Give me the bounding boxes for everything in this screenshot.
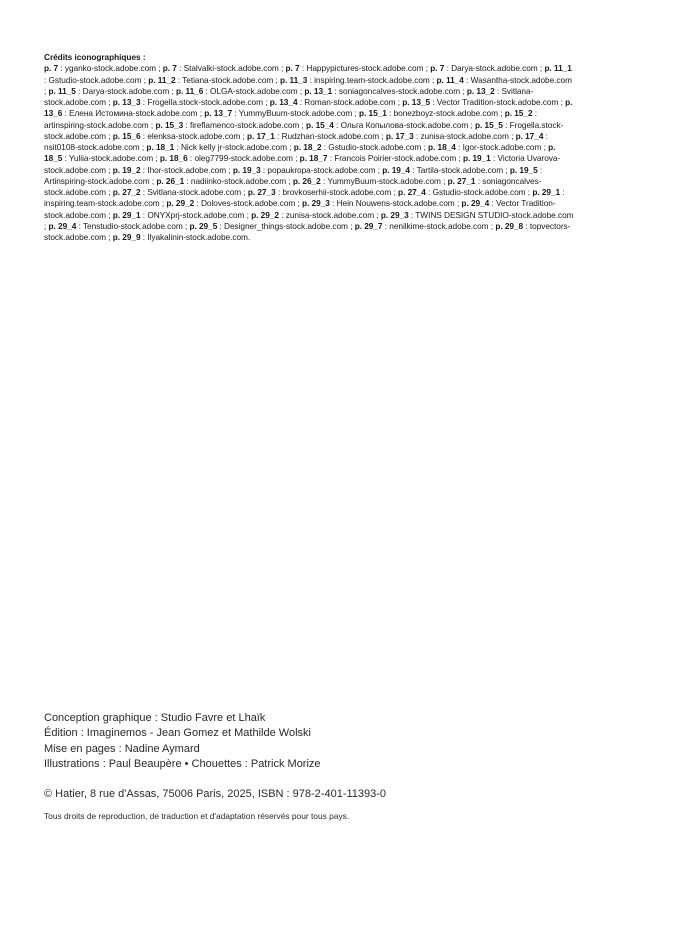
credit-page-ref: p. 29_3 bbox=[380, 209, 409, 220]
credit-page-ref: p. 29_2 bbox=[166, 198, 195, 209]
credit-page-ref: p. 29_8 bbox=[495, 220, 524, 231]
credit-entry: p. 29_4 : Vector Tradition-stock.adobe.com ; bbox=[44, 198, 556, 220]
credit-page-ref: p. 18_1 bbox=[146, 142, 175, 152]
credit-entry: p. 17_3 : zunisa-stock.adobe.com ; bbox=[385, 130, 516, 141]
credit-entry: p. 11_1 : Gstudio-stock.adobe.com ; bbox=[44, 63, 572, 85]
credit-page-ref: p. 15_1 bbox=[359, 108, 387, 119]
credit-page-ref: p. 13_4 bbox=[269, 97, 298, 107]
credit-entry: p. 11_3 : inspiring.team-stock.adobe.com ; bbox=[280, 74, 437, 85]
credit-source: soniagoncalves-stock.adobe.com bbox=[338, 85, 461, 96]
credit-page-ref: p. 19_1 bbox=[462, 153, 491, 164]
credit-page-ref: p. 26_2 bbox=[292, 175, 321, 186]
credit-source: OLGA-stock.adobe.com bbox=[210, 85, 298, 96]
credit-page-ref: p. 13_7 bbox=[204, 108, 233, 119]
credit-page-ref: p. 11_6 bbox=[175, 85, 204, 96]
credit-entry: p. 15_2 : artinspiring-stock.adobe.com ; bbox=[44, 108, 538, 130]
credit-source: Gstudio-stock.adobe.com bbox=[328, 142, 422, 152]
credit-source: Stalvalki-stock.adobe.com bbox=[183, 63, 279, 74]
credit-entry: p. 29_7 : nenilkime-stock.adobe.com ; bbox=[354, 220, 496, 231]
credit-page-ref: p. 29_4 bbox=[461, 198, 490, 209]
credit-page-ref: p. 18_7 bbox=[299, 153, 328, 164]
credit-source: brovkoserhii-stock.adobe.com bbox=[282, 187, 392, 197]
credit-page-ref: p. 29_9 bbox=[112, 232, 141, 242]
credit-entry: p. 18_7 : Francois Poirier-stock.adobe.com ; bbox=[299, 153, 463, 164]
credit-page-ref: p. 11_5 bbox=[48, 85, 76, 96]
credit-entry: p. 13_3 : Frogella.stock-stock.adobe.com ; bbox=[112, 97, 270, 107]
copyright-line: © Hatier, 8 rue d'Assas, 75006 Paris, 2025, ISBN : 978-2-401-11393-0 bbox=[44, 788, 387, 800]
rights-notice: Tous droits de reproduction, de traduction et d'adaptation réservés pour tous pays. bbox=[44, 811, 350, 821]
credit-source: Vector Tradition-stock.adobe.com bbox=[436, 97, 559, 107]
credit-entry: p. 29_2 : Doloves-stock.adobe.com ; bbox=[166, 198, 303, 209]
credit-page-ref: p. 15_5 bbox=[475, 119, 503, 130]
credit-source: artinspiring-stock.adobe.com bbox=[44, 119, 149, 130]
credit-page-ref: p. 18_5 bbox=[44, 142, 556, 164]
credit-source: topvectors-stock.adobe.com bbox=[44, 220, 571, 242]
credit-source: nsit0108-stock.adobe.com bbox=[44, 142, 140, 152]
credit-page-ref: p. 27_4 bbox=[398, 187, 426, 197]
credit-page-ref: p. 11_3 bbox=[280, 74, 308, 85]
credit-entry: p. 13_5 : Vector Tradition-stock.adobe.com ; bbox=[402, 97, 566, 107]
credit-page-ref: p. 11_1 bbox=[544, 63, 572, 74]
credit-entry: p. 27_1 : soniagoncalves-stock.adobe.com ; bbox=[44, 175, 542, 197]
credit-page-ref: p. 27_3 bbox=[247, 187, 276, 197]
credit-entry: p. 27_4 : Gstudio-stock.adobe.com ; bbox=[398, 187, 533, 197]
credit-source: oleg7799-stock.adobe.com bbox=[194, 153, 293, 164]
illustrations-credit: Illustrations : Paul Beaupère • Chouettes : Patrick Morize bbox=[44, 758, 321, 771]
credit-source: Roman-stock.adobe.com bbox=[304, 97, 396, 107]
credit-source: TWINS DESIGN STUDIO-stock.adobe.com bbox=[415, 209, 574, 220]
credit-entry: p. 7 : Darya-stock.adobe.com ; bbox=[430, 63, 545, 74]
credit-entry: p. 29_1 : inspiring.team-stock.adobe.com ; bbox=[44, 187, 565, 209]
credit-source: Ilyakalinin-stock.adobe.com bbox=[147, 232, 248, 242]
credit-source: Nick kelly jr-stock.adobe.com bbox=[180, 142, 287, 152]
credit-page-ref: p. 11_4 bbox=[436, 74, 464, 85]
credit-page-ref: p. 29_7 bbox=[354, 220, 383, 231]
credit-page-ref: p. 18_2 bbox=[293, 142, 322, 152]
credit-entry: p. 7 : Stalvalki-stock.adobe.com ; bbox=[162, 63, 286, 74]
credits-block bbox=[44, 52, 574, 243]
credit-entry: p. 15_1 : bonezboyz-stock.adobe.com ; bbox=[359, 108, 505, 119]
credit-entry: p. 11_6 : OLGA-stock.adobe.com ; bbox=[175, 85, 305, 96]
credit-page-ref: p. 13_5 bbox=[402, 97, 431, 107]
credit-entry: p. 7 : Happypictures-stock.adobe.com ; bbox=[285, 63, 431, 74]
credit-source: Елена Истомина-stock.adobe.com bbox=[69, 108, 198, 119]
credit-source: inspiring.team-stock.adobe.com bbox=[44, 198, 160, 209]
credit-entry: p. 13_2 : Svitlana-stock.adobe.com ; bbox=[44, 85, 534, 107]
credit-source: zunisa-stock.adobe.com bbox=[285, 209, 375, 220]
credit-entry: p. 29_2 : zunisa-stock.adobe.com ; bbox=[251, 209, 381, 220]
credit-source: Happypictures-stock.adobe.com bbox=[306, 63, 424, 74]
credit-source: nenilkime-stock.adobe.com bbox=[389, 220, 489, 231]
credit-source: Darya-stock.adobe.com bbox=[451, 63, 538, 74]
credits-list bbox=[44, 63, 574, 243]
credit-entry: p. 29_8 : topvectors-stock.adobe.com ; bbox=[44, 220, 571, 242]
credit-entry: p. 15_6 : elenksa-stock.adobe.com ; bbox=[112, 130, 248, 141]
credit-page-ref: p. 19_3 bbox=[232, 164, 261, 175]
credit-entry: p. 29_3 : TWINS DESIGN STUDIO-stock.adobe.com ; bbox=[44, 209, 574, 231]
credit-source: Igor-stock.adobe.com bbox=[462, 142, 542, 152]
credit-page-ref: p. 19_4 bbox=[382, 164, 410, 175]
credit-source: yganko-stock.adobe.com bbox=[64, 63, 156, 74]
credit-source: Artinspiring-stock.adobe.com bbox=[44, 175, 150, 186]
credit-source: Hein Nouwens-stock.adobe.com bbox=[336, 198, 455, 209]
credit-source: Darya-stock.adobe.com bbox=[82, 85, 170, 96]
credit-page-ref: p. 15_3 bbox=[155, 119, 184, 130]
credit-source: Gstudio-stock.adobe.com bbox=[48, 74, 142, 85]
credit-entry: p. 13_4 : Roman-stock.adobe.com ; bbox=[269, 97, 403, 107]
credit-entry: p. 19_4 : Tartila-stock.adobe.com ; bbox=[382, 164, 510, 175]
credit-source: inspiring.team-stock.adobe.com bbox=[314, 74, 430, 85]
credit-entry: p. 11_2 : Tetiana-stock.adobe.com ; bbox=[148, 74, 281, 85]
credit-source: soniagoncalves-stock.adobe.com bbox=[44, 175, 542, 197]
credit-page-ref: p. 19_5 bbox=[509, 164, 538, 175]
credit-entry: p. 19_1 : Victoria Uvarova-stock.adobe.com ; bbox=[44, 153, 561, 175]
graphic-design-credit: Conception graphique : Studio Favre et Lhaïk bbox=[44, 712, 266, 724]
credit-entry: p. 26_2 : YummyBuum-stock.adobe.com ; bbox=[292, 175, 448, 186]
credit-page-ref: p. 27_1 bbox=[447, 175, 476, 186]
credit-source: ONYXprj-stock.adobe.com bbox=[147, 209, 245, 220]
credit-entry: p. 29_4 : Tenstudio-stock.adobe.com ; bbox=[48, 220, 190, 231]
credit-page-ref: p. 29_4 bbox=[48, 220, 77, 231]
credit-page-ref: p. 27_2 bbox=[112, 187, 141, 197]
credit-entry: p. 18_4 : Igor-stock.adobe.com ; bbox=[428, 142, 549, 152]
credit-entry: p. 19_3 : popaukropa-stock.adobe.com ; bbox=[232, 164, 383, 175]
credit-page-ref: p. 17_1 bbox=[247, 130, 275, 141]
credit-entry: p. 7 : yganko-stock.adobe.com ; bbox=[44, 63, 163, 74]
credit-source: bonezboyz-stock.adobe.com bbox=[393, 108, 498, 119]
credit-source: Victoria Uvarova-stock.adobe.com bbox=[44, 153, 561, 175]
credit-page-ref: p. 18_4 bbox=[428, 142, 456, 152]
credit-source: Frogella.stock-stock.adobe.com bbox=[147, 97, 263, 107]
credit-entry: p. 29_9 : Ilyakalinin-stock.adobe.com. bbox=[112, 232, 251, 242]
credit-entry: p. 27_3 : brovkoserhii-stock.adobe.com ; bbox=[247, 187, 399, 197]
credit-entry: p. 15_5 : Frogella.stock-stock.adobe.com ; bbox=[44, 119, 564, 141]
credit-page-ref: p. 29_2 bbox=[251, 209, 279, 220]
credit-entry: p. 18_2 : Gstudio-stock.adobe.com ; bbox=[293, 142, 428, 152]
credit-page-ref: p. 7 bbox=[162, 63, 177, 74]
credit-entry: p. 29_1 : ONYXprj-stock.adobe.com ; bbox=[112, 209, 252, 220]
credit-source: YummyBuum-stock.adobe.com bbox=[327, 175, 441, 186]
credit-page-ref: p. 7 bbox=[285, 63, 300, 74]
credit-page-ref: p. 13_3 bbox=[112, 97, 141, 107]
credit-entry: p. 18_6 : oleg7799-stock.adobe.com ; bbox=[159, 153, 300, 164]
credit-page-ref: p. 15_6 bbox=[112, 130, 141, 141]
credit-source: elenksa-stock.adobe.com bbox=[147, 130, 241, 141]
credit-page-ref: p. 15_4 bbox=[306, 119, 334, 130]
credit-entry: p. 13_7 : YummyBuum-stock.adobe.com ; bbox=[204, 108, 360, 119]
credit-entry: p. 19_2 : Ihor-stock.adobe.com ; bbox=[112, 164, 233, 175]
credit-entry: p. 11_4 : Wasantha-stock.adobe.com ; bbox=[44, 74, 572, 96]
credit-source: fireflamenco-stock.adobe.com bbox=[190, 119, 300, 130]
credit-entry: p. 26_1 : nadiinko-stock.adobe.com ; bbox=[156, 175, 293, 186]
credit-page-ref: p. 13_6 bbox=[44, 97, 573, 119]
credit-entry: p. 15_3 : fireflamenco-stock.adobe.com ; bbox=[155, 119, 307, 130]
credit-source: Yuliia-stock.adobe.com bbox=[68, 153, 154, 164]
credit-page-ref: p. 29_1 bbox=[532, 187, 561, 197]
credit-source: Svitlana-stock.adobe.com bbox=[44, 85, 534, 107]
credit-entry: p. 11_5 : Darya-stock.adobe.com ; bbox=[48, 85, 176, 96]
credit-entry: p. 13_1 : soniagoncalves-stock.adobe.com ; bbox=[304, 85, 467, 96]
credit-entry: p. 17_4 : nsit0108-stock.adobe.com ; bbox=[44, 130, 548, 152]
credit-source: Doloves-stock.adobe.com bbox=[200, 198, 296, 209]
credit-source: YummyBuum-stock.adobe.com bbox=[238, 108, 353, 119]
credit-page-ref: p. 13_2 bbox=[466, 85, 495, 96]
credits-title: Crédits iconographiques : bbox=[44, 52, 146, 62]
credit-page-ref: p. 18_6 bbox=[159, 153, 188, 164]
credit-entry: p. 18_5 : Yuliia-stock.adobe.com ; bbox=[44, 142, 556, 164]
credit-source: Designer_things-stock.adobe.com bbox=[224, 220, 348, 231]
credit-source: Tartila-stock.adobe.com bbox=[416, 164, 504, 175]
credit-source: Svitlana-stock.adobe.com bbox=[147, 187, 242, 197]
credit-entry: p. 18_1 : Nick kelly jr-stock.adobe.com ; bbox=[146, 142, 294, 152]
credit-page-ref: p. 29_1 bbox=[112, 209, 141, 220]
credit-page-ref: p. 29_3 bbox=[302, 198, 330, 209]
credit-entry: p. 27_2 : Svitlana-stock.adobe.com ; bbox=[112, 187, 248, 197]
credit-source: zunisa-stock.adobe.com bbox=[420, 130, 509, 141]
credit-entry: p. 15_4 : Ольга Копылова-stock.adobe.com ; bbox=[306, 119, 476, 130]
credit-page-ref: p. 29_5 bbox=[189, 220, 218, 231]
layout-credit: Mise en pages : Nadine Aymard bbox=[44, 742, 200, 755]
credit-source: Frogella.stock-stock.adobe.com bbox=[44, 119, 564, 141]
credit-page-ref: p. 17_3 bbox=[385, 130, 414, 141]
credit-source: Tenstudio-stock.adobe.com bbox=[82, 220, 183, 231]
credit-source: Vector Tradition-stock.adobe.com bbox=[44, 198, 556, 220]
credit-source: Wasantha-stock.adobe.com bbox=[470, 74, 572, 85]
credit-source: Ihor-stock.adobe.com bbox=[147, 164, 227, 175]
colophon bbox=[44, 711, 644, 773]
credit-entry: p. 29_3 : Hein Nouwens-stock.adobe.com ; bbox=[302, 198, 462, 209]
credit-page-ref: p. 19_2 bbox=[112, 164, 141, 175]
credit-source: Gstudio-stock.adobe.com bbox=[432, 187, 526, 197]
credit-source: Rudzhan-stock.adobe.com bbox=[281, 130, 380, 141]
credit-entry: p. 13_6 : Елена Истомина-stock.adobe.com ; bbox=[44, 97, 573, 119]
credit-page-ref: p. 17_4 bbox=[515, 130, 544, 141]
credit-page-ref: p. 15_2 bbox=[504, 108, 533, 119]
credit-source: Ольга Копылова-stock.adobe.com bbox=[340, 119, 469, 130]
credit-source: popaukropa-stock.adobe.com bbox=[267, 164, 376, 175]
credit-page-ref: p. 11_2 bbox=[148, 74, 176, 85]
credit-source: Tetiana-stock.adobe.com bbox=[182, 74, 274, 85]
credit-entry: p. 17_1 : Rudzhan-stock.adobe.com ; bbox=[247, 130, 386, 141]
credit-page-ref: p. 26_1 bbox=[156, 175, 185, 186]
credit-page-ref: p. 7 bbox=[44, 63, 59, 74]
credit-source: nadiinko-stock.adobe.com bbox=[190, 175, 287, 186]
edition-credit: Édition : Imaginemos - Jean Gomez et Mathilde Wolski bbox=[44, 727, 311, 740]
credit-page-ref: p. 13_1 bbox=[304, 85, 333, 96]
credit-source: Francois Poirier-stock.adobe.com bbox=[334, 153, 457, 164]
credit-page-ref: p. 7 bbox=[430, 63, 445, 74]
credit-entry: p. 29_5 : Designer_things-stock.adobe.com ; bbox=[189, 220, 355, 231]
credit-entry: p. 19_5 : Artinspiring-stock.adobe.com ; bbox=[44, 164, 543, 186]
